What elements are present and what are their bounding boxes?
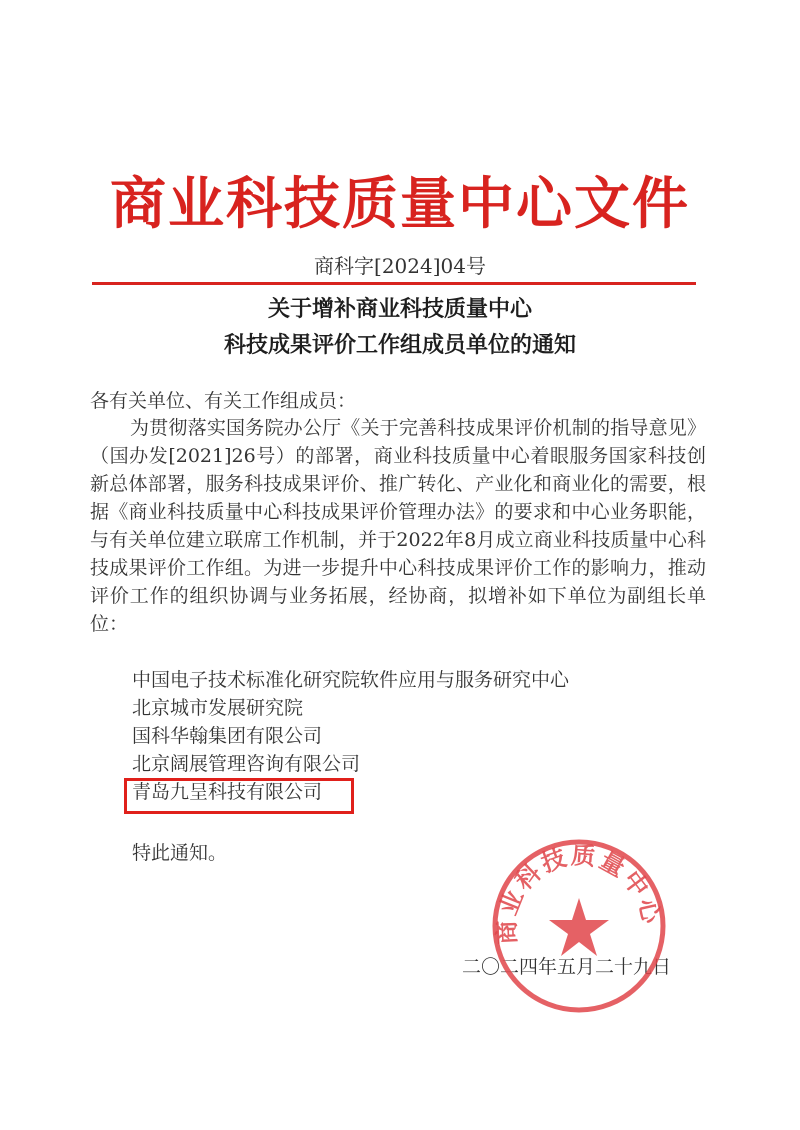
organization-item: 中国电子技术标准化研究院软件应用与服务研究中心	[132, 669, 570, 691]
organization-item: 国科华翰集团有限公司	[132, 725, 323, 747]
closing-remark: 特此通知。	[132, 842, 228, 864]
salutation: 各有关单位、有关工作组成员：	[90, 390, 357, 412]
subject-line-2: 科技成果评价工作组成员单位的通知	[223, 333, 576, 358]
organization-item: 北京城市发展研究院	[132, 697, 304, 719]
seal-star-icon	[549, 898, 609, 956]
organization-item-highlighted: 青岛九呈科技有限公司	[132, 781, 323, 803]
seal-text: 商业科技质量中心	[492, 841, 666, 946]
subject-line-1: 关于增补商业科技质量中心	[267, 297, 532, 322]
notice-subject	[0, 292, 800, 364]
document-header-title: 商业科技质量中心文件	[110, 172, 690, 237]
document-number: 商科字[2024]04号	[314, 254, 486, 278]
red-divider	[92, 282, 696, 285]
organization-item: 北京阔展管理咨询有限公司	[132, 753, 361, 775]
issue-date: 二〇二四年五月二十九日	[462, 956, 672, 978]
official-seal-icon	[489, 836, 669, 1016]
notice-body: 为贯彻落实国务院办公厅《关于完善科技成果评价机制的指导意见》（国办发[2021]26号）的部署，商业科技质量中心着眼服务国家科技创新总体部署，服务科技成果评价、推广转化、产业化和商业化的需要，根据《商业科技质量中心科技成果评价管理办法》的要求和中心业务职能，与有关单位建立联席工作机制，并于2022年8月成立商业科技质量中心科技成果评价工作组。为进一步提升中心科技成果评价工作的影响力，推动评价工作的组织协调与业务拓展，经协商，拟增补如下单位为副组长单位：	[90, 417, 706, 635]
highlight-box	[124, 778, 354, 814]
